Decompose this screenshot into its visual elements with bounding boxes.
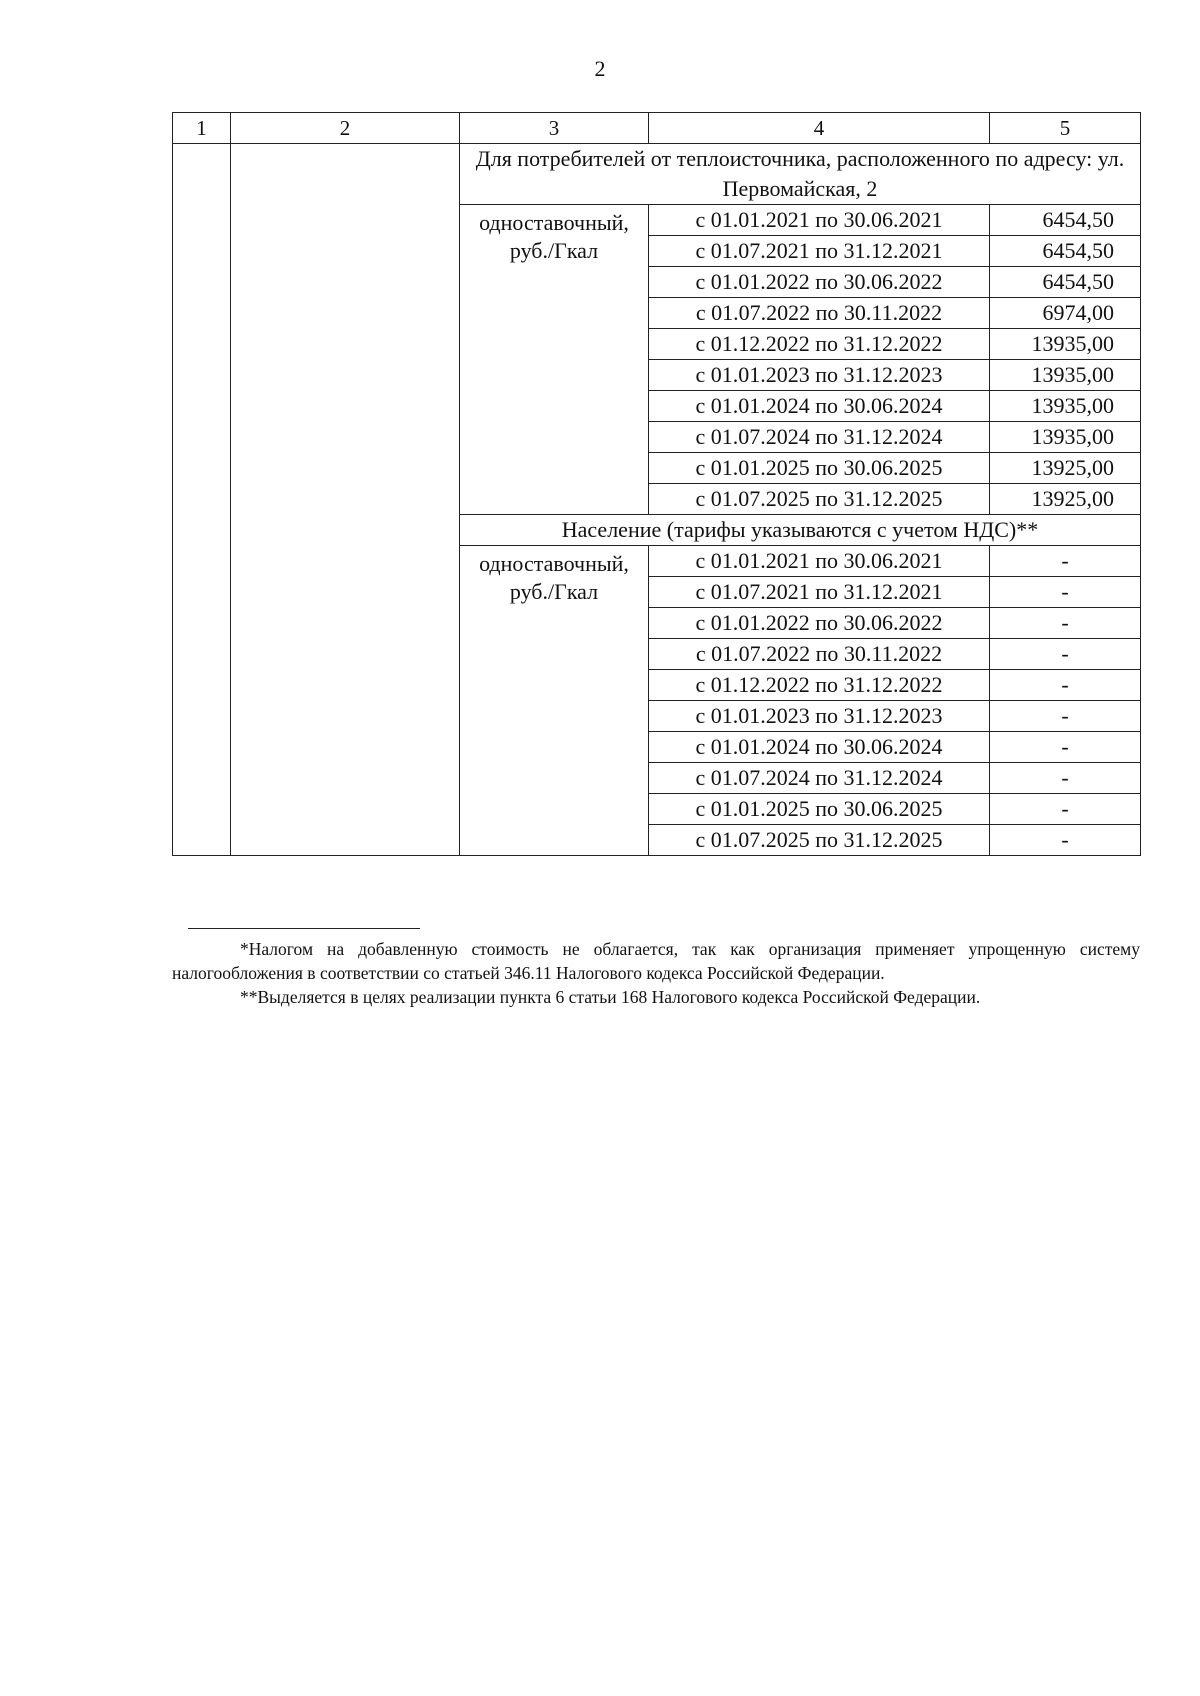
tariff-value-cell: - — [990, 701, 1141, 732]
tariff-value-cell: - — [990, 825, 1141, 856]
tariff-value-cell: 6454,50 — [990, 236, 1141, 267]
period-cell: с 01.07.2024 по 31.12.2024 — [649, 763, 990, 794]
tariff-value-cell: - — [990, 639, 1141, 670]
column-number-2: 2 — [231, 113, 460, 144]
period-cell: с 01.07.2025 по 31.12.2025 — [649, 825, 990, 856]
footnote-separator — [188, 928, 420, 929]
tariff-value-cell: - — [990, 577, 1141, 608]
tariff-value-cell: 13935,00 — [990, 422, 1141, 453]
tariff-value-cell: - — [990, 732, 1141, 763]
period-cell: с 01.07.2022 по 30.11.2022 — [649, 639, 990, 670]
footnote-1: *Налогом на добавленную стоимость не облагается, так как организация применяет упрощенную систему налогообложения в соответствии со статьей 346.11 Налогового кодекса Российской Федерации. — [172, 939, 1140, 983]
period-cell: с 01.07.2024 по 31.12.2024 — [649, 422, 990, 453]
column-1-cell — [173, 144, 231, 856]
tariff-value-cell: - — [990, 608, 1141, 639]
tariff-value-cell: - — [990, 763, 1141, 794]
tariff-table — [172, 112, 1141, 856]
period-cell: с 01.01.2025 по 30.06.2025 — [649, 794, 990, 825]
column-number-5: 5 — [990, 113, 1141, 144]
tariff-value-cell: 13935,00 — [990, 360, 1141, 391]
tariff-value-cell: 13935,00 — [990, 391, 1141, 422]
tariff-value-cell: 13925,00 — [990, 484, 1141, 515]
column-number-4: 4 — [649, 113, 990, 144]
tariff-table-body — [173, 113, 1141, 856]
period-cell: с 01.07.2021 по 31.12.2021 — [649, 577, 990, 608]
section2-title: Население (тарифы указываются с учетом НДС)** — [460, 515, 1141, 546]
period-cell: с 01.01.2025 по 30.06.2025 — [649, 453, 990, 484]
section1-rate-type: одноставочный, руб./Гкал — [460, 205, 649, 515]
page-number: 2 — [594, 56, 606, 81]
tariff-value-cell: 13935,00 — [990, 329, 1141, 360]
column-2-cell — [231, 144, 460, 856]
period-cell: с 01.12.2022 по 31.12.2022 — [649, 670, 990, 701]
period-cell: с 01.07.2021 по 31.12.2021 — [649, 236, 990, 267]
tariff-value-cell: 6454,50 — [990, 267, 1141, 298]
section2-rate-type: одноставочный, руб./Гкал — [460, 546, 649, 856]
period-cell: с 01.01.2021 по 30.06.2021 — [649, 205, 990, 236]
tariff-value-cell: 6974,00 — [990, 298, 1141, 329]
section1-title: Для потребителей от теплоисточника, расположенного по адресу: ул. Первомайская, 2 — [460, 144, 1141, 205]
period-cell: с 01.07.2022 по 30.11.2022 — [649, 298, 990, 329]
footnote-2: **Выделяется в целях реализации пункта 6 статьи 168 Налогового кодекса Российской Федерации. — [240, 987, 981, 1007]
column-number-3: 3 — [460, 113, 649, 144]
period-cell: с 01.07.2025 по 31.12.2025 — [649, 484, 990, 515]
tariff-value-cell: 13925,00 — [990, 453, 1141, 484]
period-cell: с 01.01.2022 по 30.06.2022 — [649, 608, 990, 639]
column-number-row — [173, 113, 1141, 144]
tariff-value-cell: - — [990, 670, 1141, 701]
tariff-value-cell: - — [990, 546, 1141, 577]
section1-title-row — [173, 144, 1141, 205]
period-cell: с 01.01.2023 по 31.12.2023 — [649, 360, 990, 391]
footnotes — [172, 928, 1140, 1009]
period-cell: с 01.01.2024 по 30.06.2024 — [649, 732, 990, 763]
tariff-value-cell: 6454,50 — [990, 205, 1141, 236]
tariff-value-cell: - — [990, 794, 1141, 825]
period-cell: с 01.12.2022 по 31.12.2022 — [649, 329, 990, 360]
period-cell: с 01.01.2024 по 30.06.2024 — [649, 391, 990, 422]
period-cell: с 01.01.2021 по 30.06.2021 — [649, 546, 990, 577]
period-cell: с 01.01.2023 по 31.12.2023 — [649, 701, 990, 732]
period-cell: с 01.01.2022 по 30.06.2022 — [649, 267, 990, 298]
column-number-1: 1 — [173, 113, 231, 144]
